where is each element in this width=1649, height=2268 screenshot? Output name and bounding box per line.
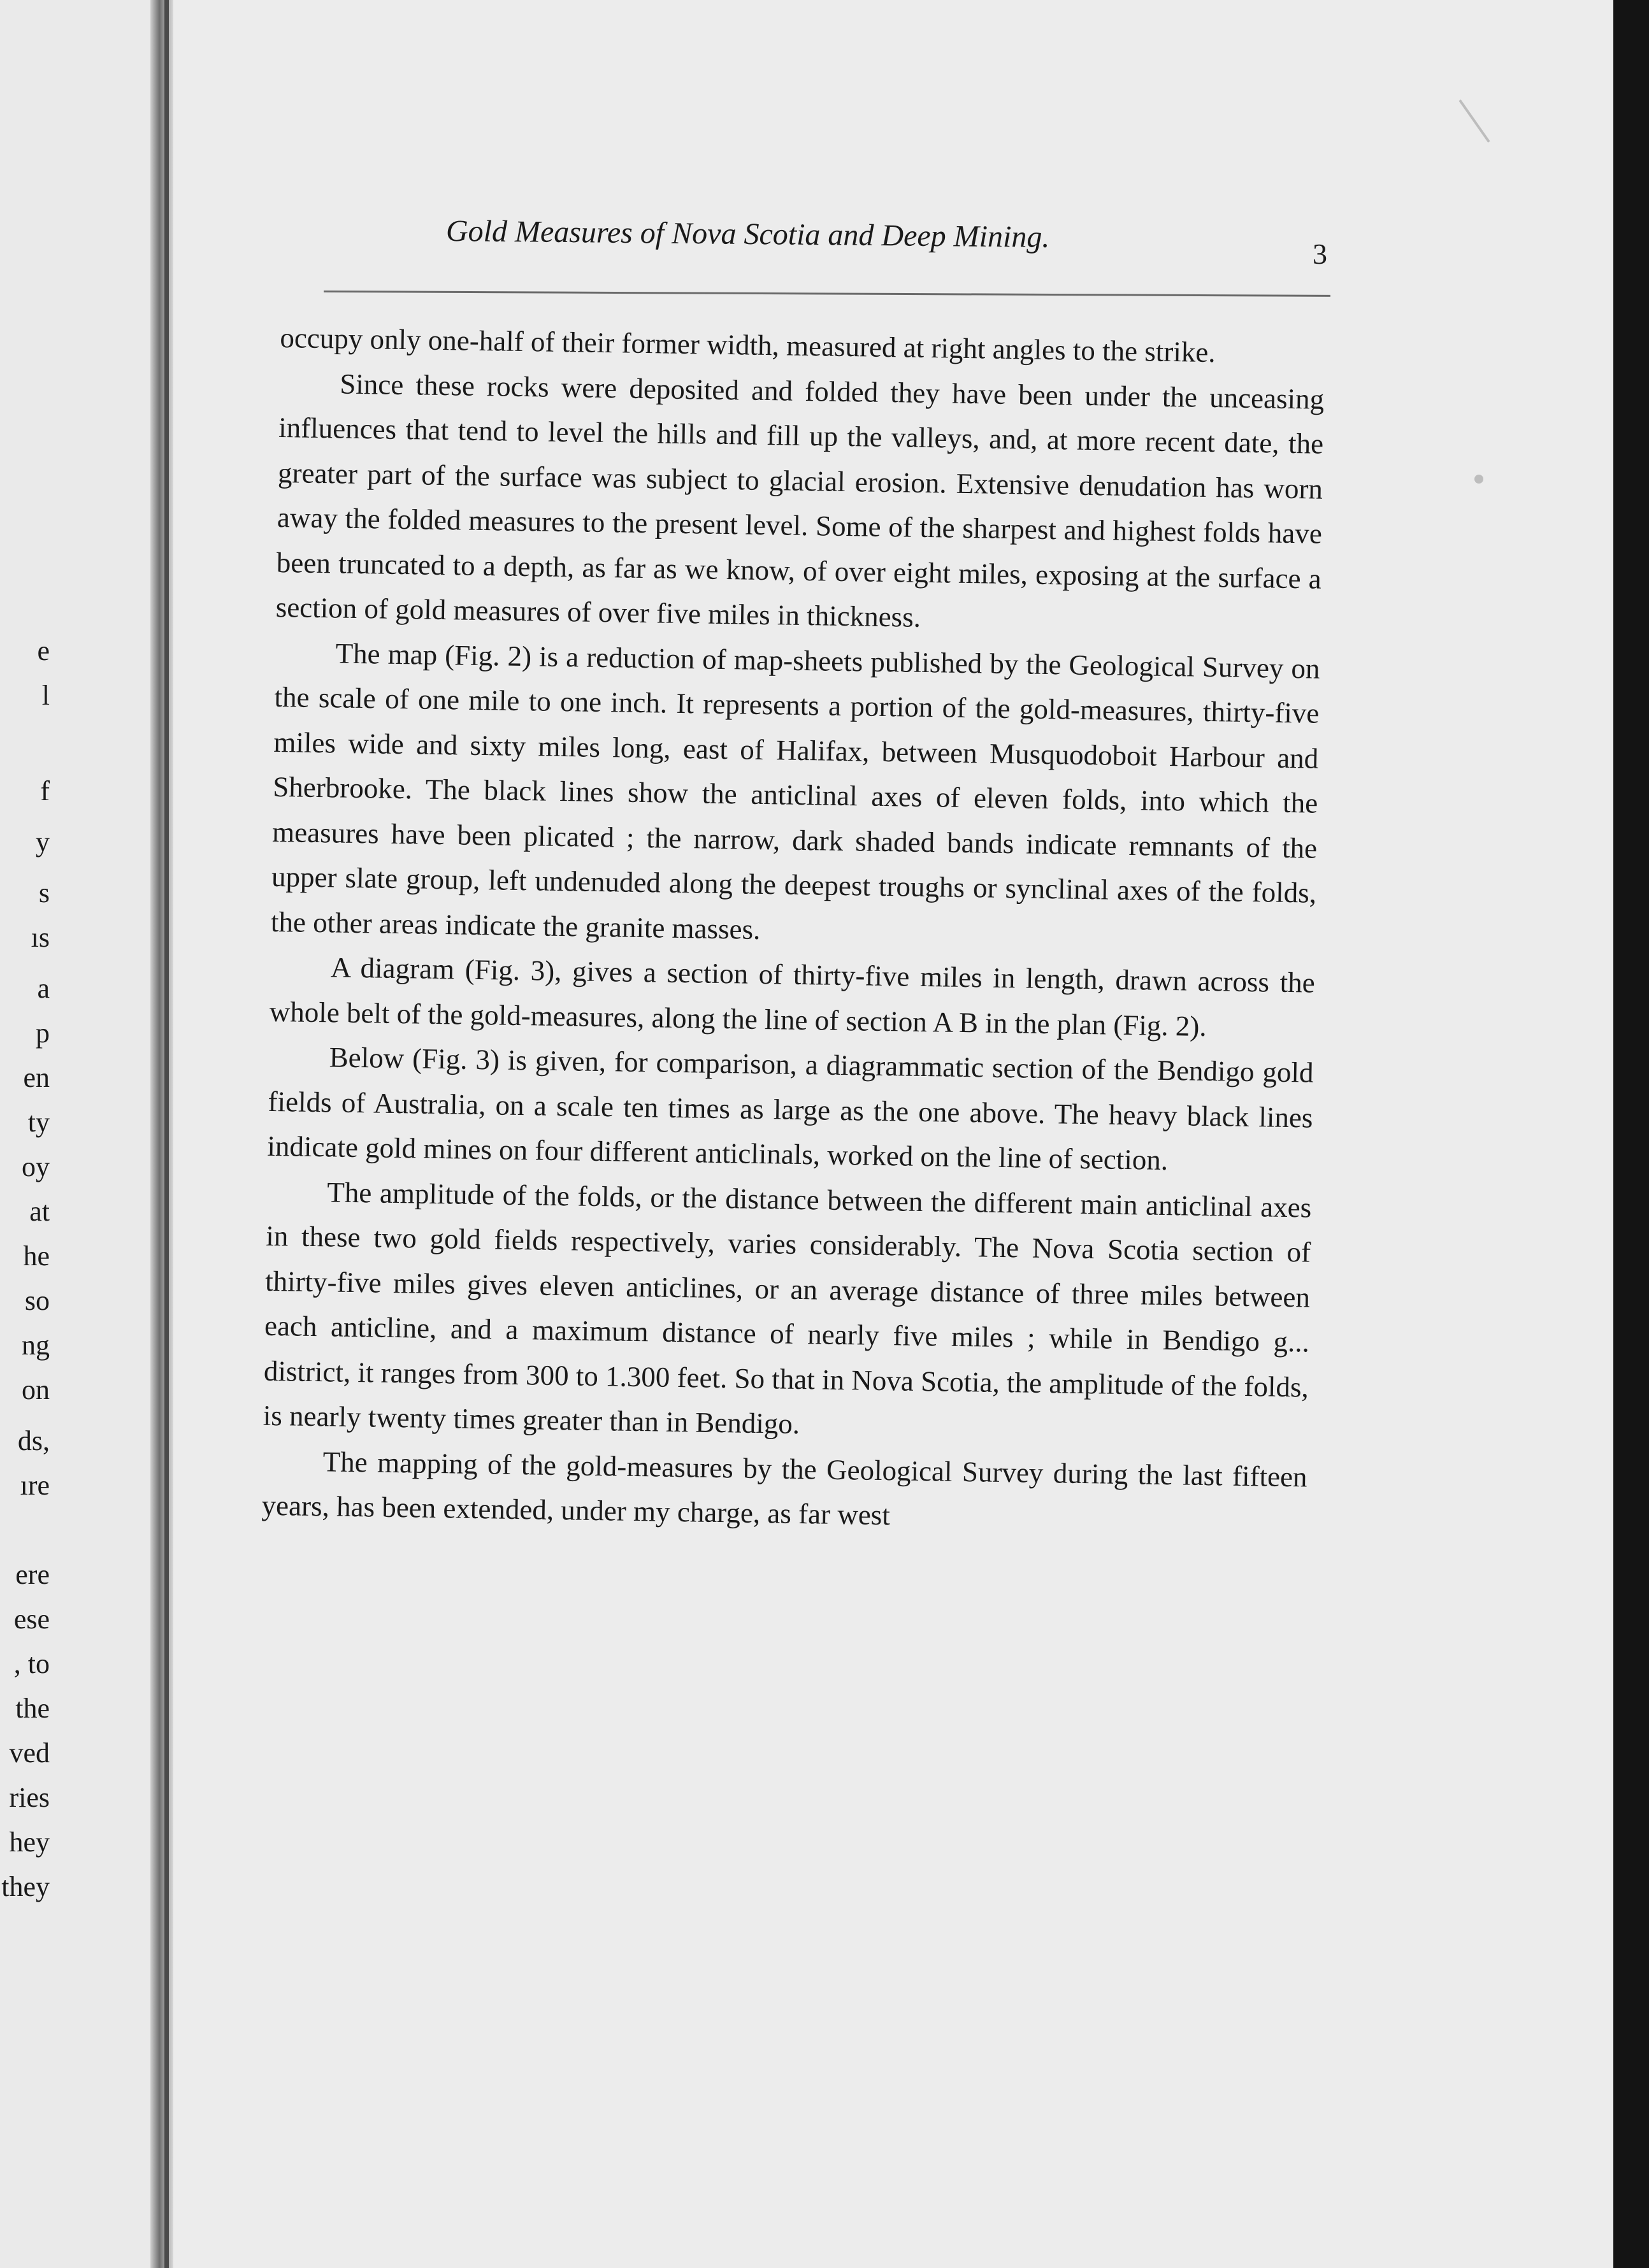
scan-speck <box>1458 99 1490 143</box>
body-text <box>261 315 1325 1544</box>
previous-page-fragment: hey <box>9 1827 50 1858</box>
running-head: Gold Measures of Nova Scotia and Deep Mining. <box>445 214 1050 254</box>
previous-page-fragment: oy <box>22 1151 50 1182</box>
previous-page-fragment: ved <box>9 1737 50 1769</box>
previous-page-fragment: at <box>29 1196 50 1227</box>
previous-page-fragment: they <box>1 1871 50 1902</box>
previous-page-fragment: , to <box>13 1648 50 1679</box>
paragraph: The map (Fig. 2) is a reduction of map-sheets published by the Geological Survey on the scale of one mile to one inch. It represents a portion of the gold-measures, thirty-five miles wide and sixty miles long, east of Halifax, between Musquodoboit Harbour and Sherbrooke. The black lines show the anticlinal axes of eleven folds, into which the measures have been plicated ; the narrow, dark shaded bands indicate remnants of the upper slate group, left undenuded along the deepest troughs or synclinal axes of the folds, the other areas indicate the granite masses. <box>270 636 1320 945</box>
paragraph: Below (Fig. 3) is given, for comparison, a diagrammatic section of the Bendigo gold fields of Australia, on a scale ten times as large as the one above. The heavy black lines indicate gold mines on four different anticlinals, worked on the line of section. <box>267 1041 1314 1177</box>
previous-page <box>0 0 162 2268</box>
scan-speck <box>1474 475 1483 484</box>
page-edge-border <box>1613 0 1649 2268</box>
previous-page-fragment: ng <box>22 1330 50 1361</box>
page-number: 3 <box>1313 238 1327 270</box>
previous-page-fragment: ıs <box>31 922 50 953</box>
previous-page-fragment: he <box>23 1240 50 1272</box>
previous-page-fragment: l <box>41 680 50 711</box>
previous-page-fragment: ty <box>27 1107 50 1138</box>
previous-page-fragment: e <box>37 635 50 666</box>
previous-page-fragment: the <box>15 1693 50 1724</box>
paragraph: A diagram (Fig. 3), gives a section of thirty-five miles in length, drawn across the whole belt of the gold-measures, along the line of section A B in the plan (Fig. 2). <box>269 951 1316 1042</box>
previous-page-fragment: en <box>23 1062 50 1093</box>
previous-page-fragment: ds, <box>17 1425 50 1456</box>
previous-page-fragment: y <box>36 826 50 858</box>
paragraph: The amplitude of the folds, or the distance between the different main anticlinal axes in these two gold fields respectively, varies considerably. The Nova Scotia section of thirty-five miles gives eleven anticlines, or an average distance of three miles between each anticline, and a maximum distance of nearly five miles ; while in Bendigo g... district, it ranges from 300 to 1.300 feet. So that in Nova Scotia, the amplitude of the folds, is nearly twenty times greater than in Bendigo. <box>263 1175 1312 1440</box>
previous-page-fragment: f <box>40 775 50 807</box>
paragraph: The mapping of the gold-measures by the Geological Survey during the last fifteen years, has been extended, under my charge, as far west <box>261 1445 1307 1532</box>
previous-page-fragment: a <box>37 973 50 1004</box>
previous-page-fragment: s <box>38 877 50 908</box>
previous-page-fragment: ese <box>13 1604 50 1635</box>
previous-page-fragment: p <box>36 1017 50 1049</box>
previous-page-fragment: on <box>22 1374 50 1405</box>
previous-page-fragment: ries <box>9 1782 50 1813</box>
previous-page-fragment: so <box>24 1285 50 1316</box>
book-gutter <box>150 0 173 2268</box>
paragraph: Since these rocks were deposited and folded they have been under the unceasing influences that tend to level the hills and fill up the valleys, and, at more recent date, the greater part of the surface was subject to glacial erosion. Extensive denudation has worn away the folded measures to the present level. Some of the sharpest and highest folds have been truncated to a depth, as far as we know, of over eight miles, exposing at the surface a section of gold measures of over five miles in thickness. <box>275 367 1325 633</box>
previous-page-fragment: ere <box>15 1559 50 1590</box>
previous-page-fragment: ıre <box>20 1470 50 1501</box>
paragraph: occupy only one-half of their former width, measured at right angles to the strike. <box>280 321 1216 369</box>
gutter-shadow <box>164 0 169 2268</box>
